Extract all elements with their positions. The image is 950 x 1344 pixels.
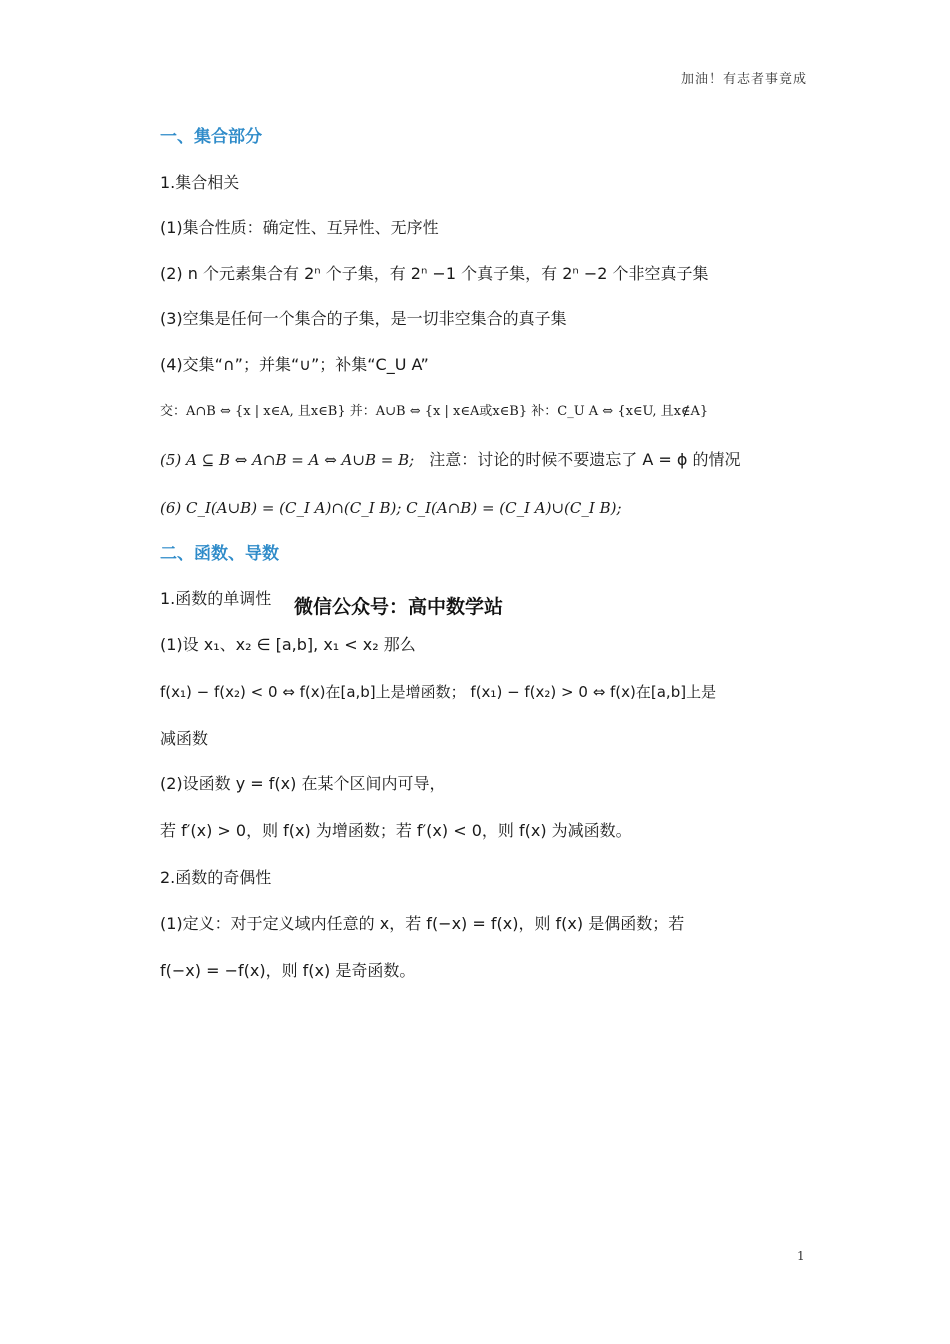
empty-set-line: (3)空集是任何一个集合的子集，是一切非空集合的真子集 bbox=[160, 309, 567, 328]
subset-count-line: (2) n 个元素集合有 2ⁿ 个子集，有 2ⁿ −1 个真子集，有 2ⁿ −2 个非空真子集 bbox=[160, 264, 709, 283]
section-2-heading: 二、函数、导数 bbox=[160, 544, 279, 564]
monotonic-criterion-continuation: 减函数 bbox=[160, 729, 209, 748]
derivative-setup-line: (2)设函数 y = f(x) 在某个区间内可导， bbox=[160, 774, 446, 793]
set-operations-line: (4)交集“∩”；并集“∪”；补集“C_U A” bbox=[160, 355, 429, 374]
derivative-criterion-line: 若 f′(x) > 0，则 f(x) 为增函数；若 f′(x) < 0，则 f(x) 为减函数。 bbox=[160, 821, 632, 840]
section-1-heading: 一、集合部分 bbox=[160, 127, 262, 147]
watermark-text: 微信公众号：高中数学站 bbox=[294, 596, 504, 618]
empty-set-note: 注意：讨论的时候不要遗忘了 A = ϕ 的情况 bbox=[429, 450, 741, 469]
monotonic-criterion-line: f(x₁) − f(x₂) < 0 ⇔ f(x)在[a,b]上是增函数； f(x₁) − f(x₂) > 0 ⇔ f(x)在[a,b]上是 bbox=[160, 683, 717, 701]
subsection-2-1-title: 1.函数的单调性 bbox=[160, 589, 272, 608]
parity-definition-line: (1)定义：对于定义域内任意的 x，若 f(−x) = f(x)，则 f(x) 是偶函数；若 bbox=[160, 914, 685, 933]
monotonic-setup-line: (1)设 x₁、x₂ ∈ [a,b], x₁ < x₂ 那么 bbox=[160, 635, 416, 654]
subsection-1-1-title: 1.集合相关 bbox=[160, 173, 240, 192]
subset-equivalence-formula: (5) A ⊆ B ⇔ A∩B = A ⇔ A∪B = B; bbox=[160, 451, 415, 469]
header-motto: 加油！有志者事竟成 bbox=[680, 72, 807, 87]
subsection-2-2-title: 2.函数的奇偶性 bbox=[160, 868, 272, 887]
subset-equivalence-line bbox=[160, 450, 741, 470]
set-operation-definitions: 交：A∩B ⇔ {x | x∈A, 且x∈B} 并：A∪B ⇔ {x | x∈A或x∈B} 补：C_U A ⇔ {x∈U, 且x∉A} bbox=[160, 404, 709, 419]
de-morgan-line: (6) C_I(A∪B) = (C_I A)∩(C_I B); C_I(A∩B) = (C_I A)∪(C_I B); bbox=[160, 499, 622, 517]
parity-definition-continuation: f(−x) = −f(x)，则 f(x) 是奇函数。 bbox=[160, 961, 416, 980]
page-number: 1 bbox=[797, 1249, 805, 1263]
set-properties-line: (1)集合性质：确定性、互异性、无序性 bbox=[160, 218, 439, 237]
